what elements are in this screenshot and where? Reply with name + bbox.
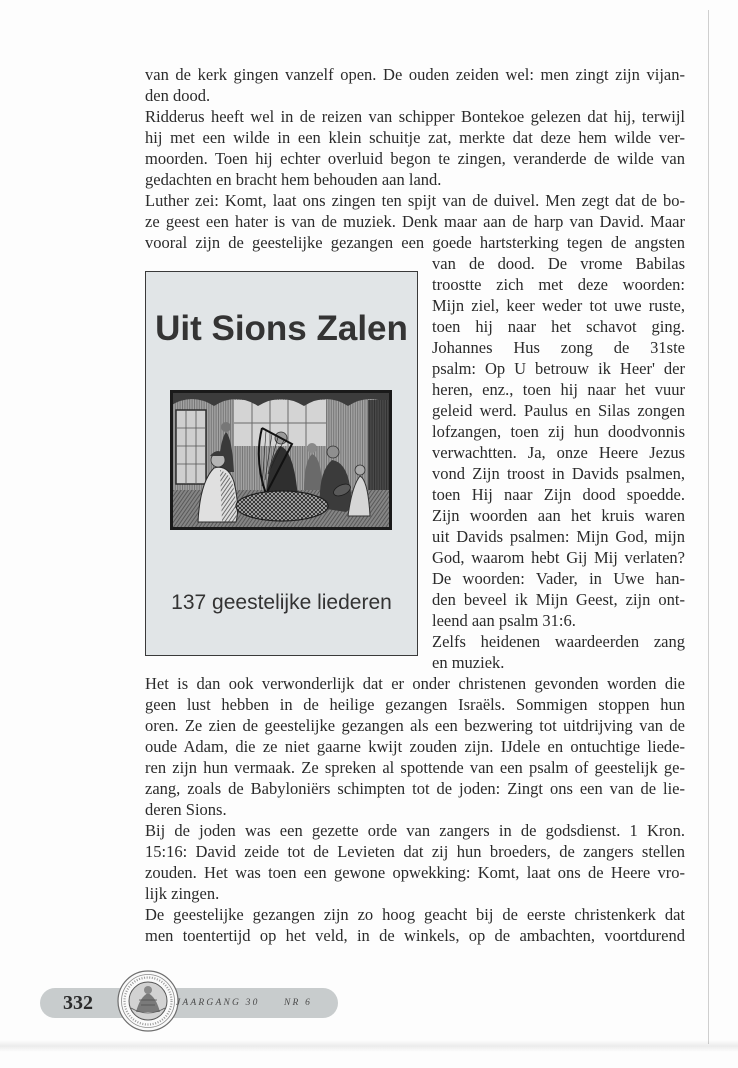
text-line: hij met een wilde in een klein schuitje zat, merkte dat deze hem wilde ver- bbox=[145, 128, 685, 147]
text-line: 15:16: David zeide tot de Levieten dat zij hun broeders, de zangers stellen bbox=[145, 842, 685, 861]
text-line: geleid werd. Paulus en Silas zongen bbox=[432, 401, 685, 420]
text-line: leend aan psalm 31:6. bbox=[432, 611, 576, 630]
text-line: den beveel ik Mijn Geest, zijn ont- bbox=[432, 590, 685, 609]
text-line: den dood. bbox=[145, 86, 211, 105]
medallion-seal-icon bbox=[117, 970, 179, 1032]
book-cover-engraving bbox=[170, 390, 392, 530]
paragraph bbox=[145, 673, 685, 820]
text-line: oude Adam, die ze niet gaarne kwijt zouden zijn. IJdele en ontuchtige liede- bbox=[145, 737, 685, 756]
text-line: moorden. Toen hij echter overluid begon te zingen, veranderde de wilde van bbox=[145, 149, 685, 168]
text-line: ren zijn hun vermaak. Ze spreken al spottende van een psalm of geestelijk ge- bbox=[145, 758, 685, 777]
text-line: toen Hij naar Zijn dood spoedde. bbox=[432, 485, 685, 504]
text-line: oren. Ze zien de geestelijke gezangen als een bezwering tot uitdrijving van de bbox=[145, 716, 685, 735]
text-line: men toentertijd op het veld, in de winkels, op de ambachten, voortdurend bbox=[145, 926, 685, 945]
text-line: van de dood. De vrome Babilas bbox=[432, 254, 685, 273]
text-line: van de kerk gingen vanzelf open. De ouden zeiden wel: men zingt zijn vijan- bbox=[145, 65, 685, 84]
volume-label: JAARGANG 30 bbox=[176, 998, 260, 1008]
text-line: zang, zoals de Babyloniërs schimpten tot de joden: Zingt ons een van de lie- bbox=[145, 779, 685, 798]
text-line: God, waarom hebt Gij Mij verlaten? bbox=[432, 548, 685, 567]
text-line: toen hij naar het schavot ging. bbox=[432, 317, 685, 336]
text-line: De woorden: Vader, in Uwe han- bbox=[432, 569, 685, 588]
text-line: ze geest een hater is van de muziek. Denk maar aan de harp van David. Maar bbox=[145, 212, 685, 231]
text-line: lijk zingen. bbox=[145, 884, 220, 903]
text-line: lofzangen, toen zij hun doodvonnis bbox=[432, 422, 685, 441]
text-line: Ridderus heeft wel in de reizen van schipper Bontekoe gelezen dat hij, terwijl bbox=[145, 107, 685, 126]
engraving-illustration bbox=[170, 390, 392, 530]
text-line: Zijn woorden aan het kruis waren bbox=[432, 506, 685, 525]
text-line: Mijn ziel, keer weder tot uwe ruste, bbox=[432, 296, 685, 315]
text-line: zouden. Het was toen een gewone opwekking: Komt, laat ons de Heere vro- bbox=[145, 863, 685, 882]
issue-label: NR 6 bbox=[284, 998, 313, 1008]
text-line: vond Zijn troost in Davids psalmen, bbox=[432, 464, 685, 483]
text-line: troostte zich met deze woorden: bbox=[432, 275, 685, 294]
text-line: verwachtten. Ja, onze Heere Jezus bbox=[432, 443, 685, 462]
text-line: geen lust hebben in de heilige gezangen Israëls. Sommigen stoppen hun bbox=[145, 695, 685, 714]
paragraph bbox=[145, 106, 685, 190]
text-line: vooral zijn de geestelijke gezangen een goede hartsterking tegen de angsten bbox=[145, 233, 685, 252]
text-line: uit Davids psalmen: Mijn God, mijn bbox=[432, 527, 685, 546]
book-advertisement-box bbox=[145, 271, 418, 656]
text-line: Zelfs heidenen waardeerden zang bbox=[432, 632, 685, 651]
book-title: Uit Sions Zalen bbox=[155, 309, 408, 348]
book-subtitle: 137 geestelijke liederen bbox=[171, 591, 392, 614]
text-line: psalm: Op U betrouw ik Heer' der bbox=[432, 359, 685, 378]
text-line: en muziek. bbox=[432, 653, 505, 672]
text-line: Het is dan ook verwonderlijk dat er onder christenen gevonden worden die bbox=[145, 674, 685, 693]
page-edge bbox=[708, 10, 709, 1044]
page-bottom-edge bbox=[0, 1040, 738, 1052]
text-line: gedachten en bracht hem behouden aan land. bbox=[145, 170, 442, 189]
paragraph bbox=[145, 904, 685, 946]
text-line: Luther zei: Komt, laat ons zingen ten spijt van de duivel. Men zegt dat de bo- bbox=[145, 191, 685, 210]
page-number: 332 bbox=[63, 992, 93, 1014]
text-line: De geestelijke gezangen zijn zo hoog geacht bij de eerste christenkerk dat bbox=[145, 905, 685, 924]
text-line: heren, enz., toen hij naar het vuur bbox=[432, 380, 685, 399]
paragraph bbox=[145, 820, 685, 904]
text-line: Bij de joden was een gezette orde van zangers in de godsdienst. 1 Kron. bbox=[145, 821, 685, 840]
text-line: deren Sions. bbox=[145, 800, 227, 819]
text-line: Johannes Hus zong de 31ste bbox=[432, 338, 685, 357]
paragraph bbox=[145, 64, 685, 106]
